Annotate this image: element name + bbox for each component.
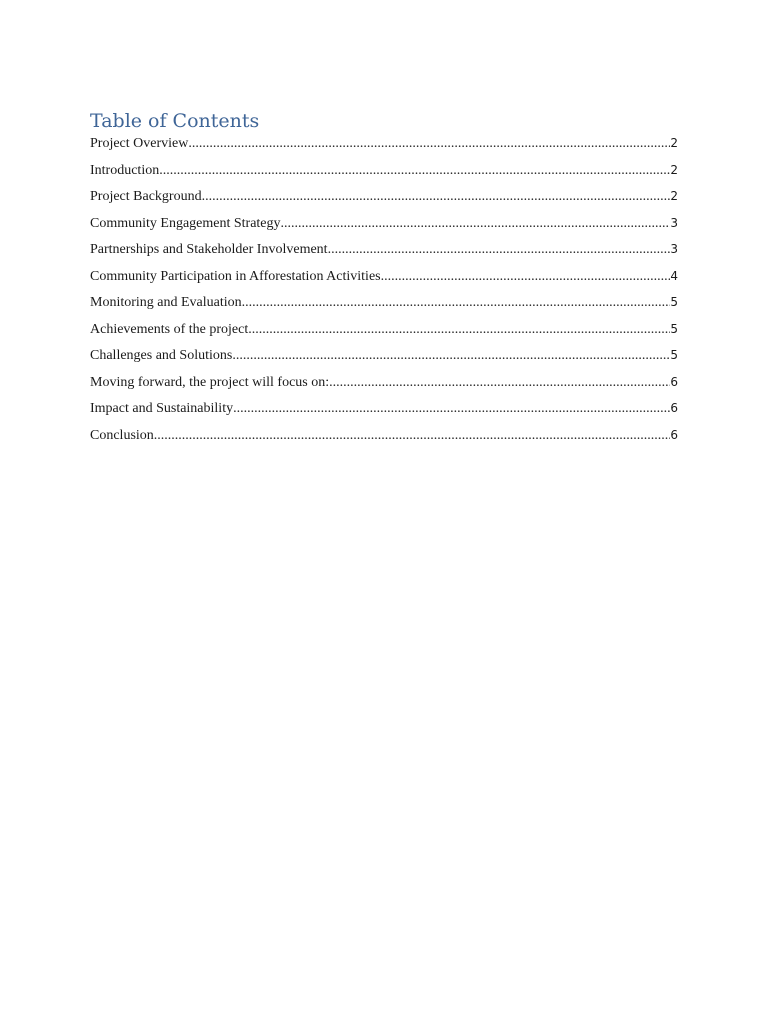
toc-page-number: 3 [670,215,678,230]
toc-entry-community-engagement-strategy[interactable] [90,213,678,240]
toc-entry-label: Project Background [90,189,202,204]
toc-page-number: 2 [670,136,678,150]
toc-dot-leader [329,373,670,393]
toc-entry-label: Community Engagement Strategy [90,215,281,231]
toc-dot-leader [154,426,671,446]
toc-entry-label: Challenges and Solutions [90,348,233,363]
toc-dot-leader [381,267,671,287]
toc-entry-partnerships[interactable] [90,239,678,266]
toc-entry-introduction[interactable] [90,160,678,187]
toc-entry-moving-forward[interactable] [90,372,678,399]
toc-dot-leader [233,399,670,419]
toc-page-number: 6 [670,401,678,415]
toc-entry-label: Introduction [90,162,160,178]
toc-entry-label: Moving forward, the project will focus on: [90,374,330,390]
toc-entry-community-participation[interactable] [90,266,678,293]
toc-page-number: 3 [670,242,678,256]
toc-dot-leader [281,214,671,234]
toc-entry-label: Project Overview [90,136,189,151]
toc-page-number: 6 [670,427,678,442]
toc-entry-impact-sustainability[interactable] [90,398,678,425]
toc-entry-conclusion[interactable] [90,425,678,452]
toc-dot-leader [328,240,671,260]
toc-entry-project-overview[interactable] [90,133,678,160]
toc-list [90,133,678,451]
toc-entry-label: Partnerships and Stakeholder Involvement [90,242,328,257]
toc-page-number: 6 [670,374,678,389]
toc-entry-label: Community Participation in Afforestation Activities [90,268,381,284]
toc-dot-leader [242,293,671,313]
toc-dot-leader [202,187,671,207]
toc-entry-achievements[interactable] [90,319,678,346]
toc-entry-label: Impact and Sustainability [90,401,234,416]
toc-dot-leader [159,161,670,181]
toc-page-number: 4 [670,268,678,283]
toc-dot-leader [188,134,670,154]
toc-dot-leader [232,346,670,366]
toc-page-number: 5 [670,348,678,362]
toc-page-number: 2 [670,189,678,203]
toc-page-number: 2 [670,162,678,177]
toc-dot-leader [248,320,670,340]
toc-entry-label: Conclusion [90,427,154,443]
toc-entry-challenges-solutions[interactable] [90,345,678,372]
toc-entry-project-background[interactable] [90,186,678,213]
toc-page-number: 5 [670,295,678,309]
toc-entry-label: Achievements of the project [90,321,249,337]
toc-page-number: 5 [670,321,678,336]
toc-title: Table of Contents [90,110,260,132]
toc-entry-monitoring-evaluation[interactable] [90,292,678,319]
toc-entry-label: Monitoring and Evaluation [90,295,242,310]
